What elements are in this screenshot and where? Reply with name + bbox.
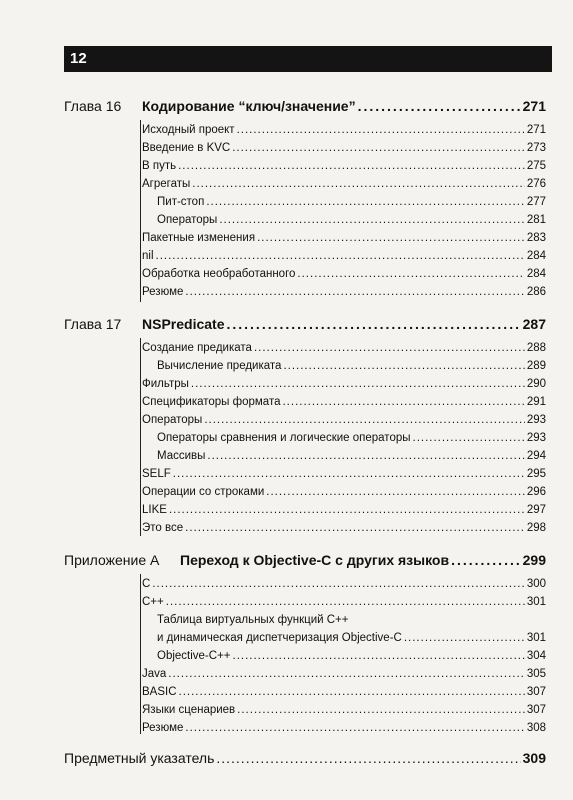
- toc-entry[interactable]: [142, 124, 546, 136]
- leader-dots: [178, 160, 525, 172]
- toc-entry[interactable]: [142, 378, 546, 390]
- leader-dots: [206, 196, 525, 208]
- toc-entry-title: Пит-стоп: [157, 196, 205, 208]
- leader-dots: [173, 468, 525, 480]
- toc-entry-title: Спецификаторы формата: [142, 396, 281, 408]
- toc-entry[interactable]: [142, 414, 546, 426]
- toc-subentry[interactable]: [157, 196, 546, 208]
- toc-entry-title: Фильтры: [142, 378, 189, 390]
- toc-entry-page: 295: [526, 468, 546, 480]
- toc-entry-title: Операторы сравнения и логические операторы: [157, 432, 411, 444]
- appendix-label: Приложение А: [64, 552, 160, 568]
- toc-entry[interactable]: [142, 486, 546, 498]
- leader-dots: [216, 750, 520, 766]
- leader-dots: [192, 178, 525, 190]
- leader-dots: [168, 668, 525, 680]
- toc-entry-page: 289: [526, 360, 546, 372]
- toc-entry-title: LIKE: [142, 504, 167, 516]
- toc-entry-page: 290: [526, 378, 546, 390]
- appendix-page: 299: [522, 552, 546, 568]
- toc-entry-page: 281: [526, 214, 546, 226]
- leader-dots: [257, 232, 525, 244]
- appendix-title: Переход к Objective-C с других языков: [180, 552, 450, 568]
- toc-entry-page: 305: [526, 668, 546, 680]
- toc-entry-page: 304: [526, 650, 546, 662]
- chapter-rule: [140, 338, 141, 536]
- chapter-rule: [140, 120, 141, 302]
- leader-dots: [185, 722, 524, 734]
- toc-entry-page: 298: [526, 522, 546, 534]
- page-number: 12: [70, 50, 87, 67]
- chapter-title: NSPredicate: [142, 316, 225, 332]
- toc-entry-title: Языки сценариев: [142, 704, 236, 716]
- toc-entry-title: Агрегаты: [142, 178, 191, 190]
- toc-entry-title: C: [142, 578, 151, 590]
- leader-dots: [404, 632, 525, 644]
- leader-dots: [451, 552, 521, 568]
- toc-entry-page: 307: [526, 704, 546, 716]
- toc-entry-page: 294: [526, 450, 546, 462]
- toc-entry[interactable]: [142, 578, 546, 590]
- toc-entry-title: BASIC: [142, 686, 177, 698]
- toc-entry-title: Пакетные изменения: [142, 232, 256, 244]
- toc-entry-title: Таблица виртуальных функций C++: [157, 614, 349, 626]
- toc-entry-page: 300: [526, 578, 546, 590]
- toc-entry[interactable]: [142, 268, 546, 280]
- toc-entry[interactable]: [142, 160, 546, 172]
- toc-entry-title: nil: [142, 250, 154, 262]
- leader-dots: [185, 286, 524, 298]
- toc-entry-title: Objective-C++: [157, 650, 231, 662]
- chapter-heading[interactable]: [142, 98, 546, 114]
- toc-entry-page: 286: [526, 286, 546, 298]
- chapter-page: 271: [522, 98, 546, 114]
- toc-entry[interactable]: [142, 342, 546, 354]
- toc-entry-title: Операции со строками: [142, 486, 265, 498]
- toc-entry-title: Исходный проект: [142, 124, 235, 136]
- toc-entry-title: Обработка необработанного: [142, 268, 296, 280]
- toc-entry-title: Java: [142, 668, 167, 680]
- toc-entry-page: 271: [526, 124, 546, 136]
- leader-dots: [207, 450, 524, 462]
- toc-entry-page: 276: [526, 178, 546, 190]
- toc-entry-title: Массивы: [157, 450, 206, 462]
- toc-entry[interactable]: [142, 668, 546, 680]
- toc-entry-title: и динамическая диспетчеризация Objective-C: [157, 632, 402, 644]
- toc-entry-title: Операторы: [157, 214, 218, 226]
- toc-entry-title: C++: [142, 596, 164, 608]
- leader-dots: [358, 98, 521, 114]
- leader-dots: [237, 704, 525, 716]
- toc-subentry[interactable]: [157, 614, 546, 626]
- toc-entry-title: В путь: [142, 160, 177, 172]
- chapter-title: Кодирование “ключ/значение”: [142, 98, 356, 114]
- leader-dots: [166, 596, 525, 608]
- toc-subentry[interactable]: [157, 214, 546, 226]
- toc-entry-page: 283: [526, 232, 546, 244]
- toc-entry-page: 301: [526, 596, 546, 608]
- toc-entry-title: Введение в KVC: [142, 142, 231, 154]
- toc-entry[interactable]: [142, 396, 546, 408]
- leader-dots: [156, 250, 525, 262]
- leader-dots: [237, 124, 525, 136]
- chapter-heading[interactable]: [142, 316, 546, 332]
- leader-dots: [169, 504, 525, 516]
- leader-dots: [254, 342, 525, 354]
- chapter-label: Глава 16: [64, 98, 122, 114]
- toc-entry-title: Это все: [142, 522, 184, 534]
- toc-subentry[interactable]: [157, 632, 546, 644]
- leader-dots: [282, 396, 524, 408]
- leader-dots: [191, 378, 525, 390]
- toc-entry[interactable]: [142, 286, 546, 298]
- toc-entry-page: 275: [526, 160, 546, 172]
- leader-dots: [179, 686, 525, 698]
- leader-dots: [185, 522, 525, 534]
- leader-dots: [266, 486, 525, 498]
- toc-entry[interactable]: [142, 722, 546, 734]
- toc-entry-page: 293: [526, 414, 546, 426]
- toc-entry[interactable]: [142, 178, 546, 190]
- leader-dots: [283, 360, 524, 372]
- toc-entry-page: 297: [526, 504, 546, 516]
- toc-entry-title: SELF: [142, 468, 171, 480]
- toc-entry-page: 284: [526, 250, 546, 262]
- toc-entry-title: Резюме: [142, 286, 184, 298]
- toc-entry-page: 288: [526, 342, 546, 354]
- index-title: Предметный указатель: [64, 750, 215, 766]
- leader-dots: [297, 268, 524, 280]
- leader-dots: [204, 414, 525, 426]
- toc-subentry[interactable]: [157, 360, 546, 372]
- chapter-label: Глава 17: [64, 316, 122, 332]
- toc-entry[interactable]: [142, 250, 546, 262]
- toc-entry-page: 284: [526, 268, 546, 280]
- toc-subentry[interactable]: [157, 650, 546, 662]
- toc-entry[interactable]: [142, 522, 546, 534]
- toc-subentry[interactable]: [157, 432, 546, 444]
- toc-entry-page: 296: [526, 486, 546, 498]
- leader-dots: [219, 214, 525, 226]
- appendix-heading[interactable]: [180, 552, 546, 568]
- toc-entry[interactable]: [142, 504, 546, 516]
- toc-entry[interactable]: [142, 596, 546, 608]
- toc-entry[interactable]: [142, 686, 546, 698]
- leader-dots: [152, 578, 525, 590]
- index-entry[interactable]: [64, 750, 546, 766]
- toc-entry-page: 308: [526, 722, 546, 734]
- index-page: 309: [522, 750, 546, 766]
- chapter-rule: [140, 574, 141, 734]
- toc-entry-title: Вычисление предиката: [157, 360, 282, 372]
- leader-dots: [226, 316, 520, 332]
- toc-entry[interactable]: [142, 704, 546, 716]
- toc-entry-page: 291: [526, 396, 546, 408]
- leader-dots: [413, 432, 525, 444]
- toc-entry-title: Создание предиката: [142, 342, 252, 354]
- leader-dots: [233, 650, 525, 662]
- toc-entry-title: Резюме: [142, 722, 184, 734]
- leader-dots: [232, 142, 525, 154]
- toc-entry-page: 277: [526, 196, 546, 208]
- chapter-page: 287: [522, 316, 546, 332]
- toc-entry-page: 307: [526, 686, 546, 698]
- toc-entry-page: 301: [526, 632, 546, 644]
- toc-entry[interactable]: [142, 468, 546, 480]
- toc-entry-page: 273: [526, 142, 546, 154]
- toc-entry[interactable]: [142, 232, 546, 244]
- toc-entry-page: 293: [526, 432, 546, 444]
- toc-entry-title: Операторы: [142, 414, 203, 426]
- toc-entry[interactable]: [142, 142, 546, 154]
- toc-subentry[interactable]: [157, 450, 546, 462]
